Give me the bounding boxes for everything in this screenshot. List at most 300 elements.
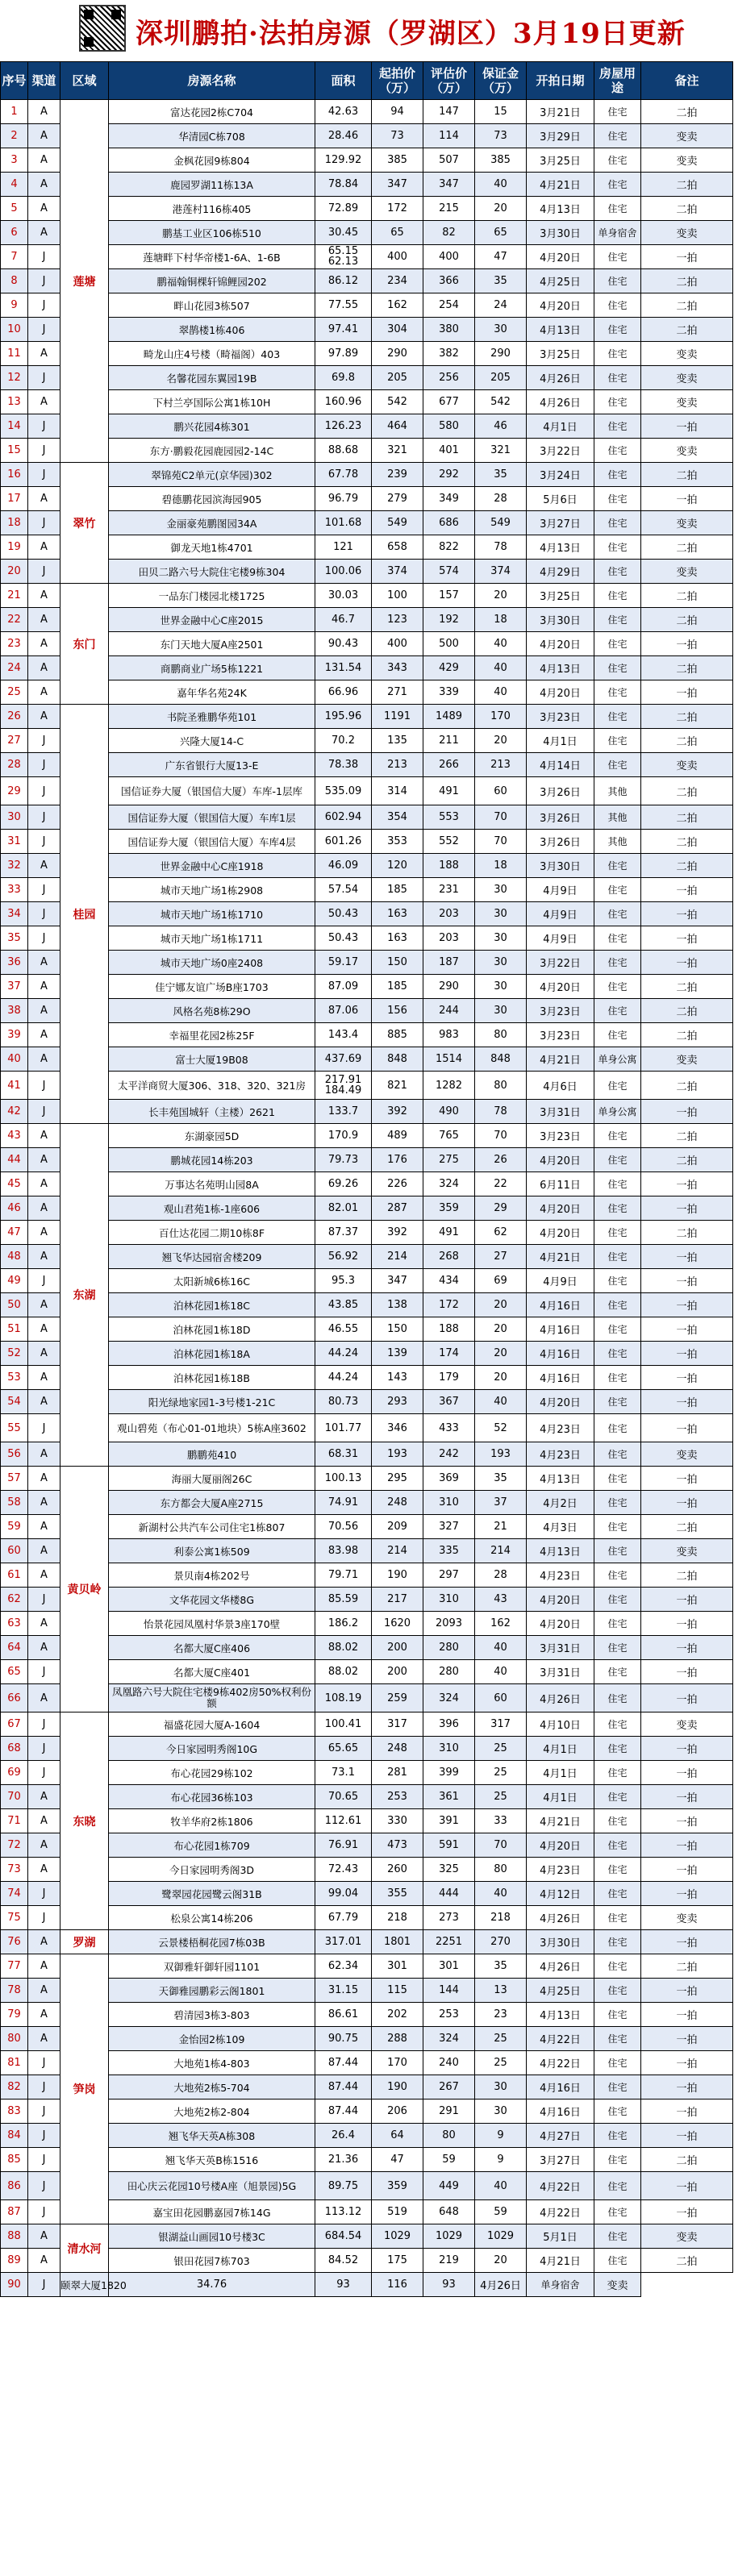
table-row: [1, 1636, 733, 1660]
row-use: 住宅: [594, 632, 641, 656]
row-note: 一拍: [641, 1588, 733, 1612]
row-channel: A: [28, 1636, 60, 1660]
row-start-price: 120: [372, 854, 423, 878]
row-area: 67.78: [315, 463, 372, 487]
row-name: 翘飞华天英A栋308: [109, 2124, 315, 2148]
row-note: 二拍: [641, 999, 733, 1023]
table-row: [1, 318, 733, 342]
header-date: 开拍日期: [527, 62, 594, 100]
row-use: 住宅: [594, 414, 641, 439]
row-name: 名都大厦C座406: [109, 1636, 315, 1660]
row-deposit: 321: [475, 439, 527, 463]
table-header: [1, 62, 733, 100]
row-name: 城市天地广场1栋1710: [109, 902, 315, 926]
row-start-price: 489: [372, 1124, 423, 1148]
row-seq: 21: [1, 584, 28, 608]
row-date: 3月22日: [527, 439, 594, 463]
row-use: 住宅: [594, 269, 641, 293]
row-area: 66.96: [315, 680, 372, 705]
row-note: 一拍: [641, 1737, 733, 1761]
row-channel: A: [28, 584, 60, 608]
row-use: 住宅: [594, 390, 641, 414]
row-deposit: 29: [475, 1196, 527, 1221]
row-date: 4月1日: [527, 414, 594, 439]
row-seq: 6: [1, 221, 28, 245]
row-start-price: 123: [372, 608, 423, 632]
row-use: 住宅: [594, 2148, 641, 2172]
row-deposit: 549: [475, 511, 527, 535]
row-eval-price: 491: [423, 1221, 475, 1245]
table-row: [1, 1684, 733, 1712]
row-date: 4月20日: [527, 1196, 594, 1221]
row-eval-price: 507: [423, 148, 475, 173]
row-date: 4月13日: [527, 318, 594, 342]
row-deposit: 70: [475, 805, 527, 830]
row-seq: 58: [1, 1491, 28, 1515]
row-eval-price: 444: [423, 1882, 475, 1906]
row-start-price: 260: [372, 1858, 423, 1882]
row-name: 城市天地广场1栋1711: [109, 926, 315, 951]
row-deposit: 93: [423, 2273, 475, 2297]
row-use: 住宅: [594, 705, 641, 729]
table-row: [1, 2273, 733, 2297]
row-eval-price: 203: [423, 926, 475, 951]
row-note: 二拍: [641, 1148, 733, 1172]
row-date: 4月21日: [527, 1245, 594, 1269]
row-start-price: 93: [315, 2273, 372, 2297]
row-name: 商鹏商业广场5栋1221: [109, 656, 315, 680]
row-area: 143.4: [315, 1023, 372, 1047]
row-name: 泊林花园1栋18C: [109, 1293, 315, 1317]
row-use: 住宅: [594, 463, 641, 487]
row-note: 一拍: [641, 1100, 733, 1124]
row-channel: A: [28, 951, 60, 975]
row-use: 住宅: [594, 1979, 641, 2003]
row-area: 601.26: [315, 830, 372, 854]
row-note: 一拍: [641, 487, 733, 511]
region-cell: 清水河: [60, 2224, 109, 2273]
row-deposit: 21: [475, 1515, 527, 1539]
row-channel: A: [28, 1515, 60, 1539]
row-eval-price: 983: [423, 1023, 475, 1047]
row-note: 二拍: [641, 535, 733, 560]
row-area: 30.03: [315, 584, 372, 608]
row-eval-price: 240: [423, 2051, 475, 2075]
row-eval-price: 114: [423, 124, 475, 148]
row-deposit: 162: [475, 1612, 527, 1636]
row-channel: A: [28, 1172, 60, 1196]
row-use: 住宅: [594, 342, 641, 366]
row-channel: A: [28, 1148, 60, 1172]
table-row: [1, 221, 733, 245]
row-note: 二拍: [641, 608, 733, 632]
row-date: 4月20日: [527, 1833, 594, 1858]
row-seq: 70: [1, 1785, 28, 1809]
row-name: 今日家园明秀阁10G: [109, 1737, 315, 1761]
row-area: 79.73: [315, 1148, 372, 1172]
row-channel: A: [28, 1221, 60, 1245]
row-seq: 37: [1, 975, 28, 999]
row-name: 华清园C栋708: [109, 124, 315, 148]
row-start-price: 279: [372, 487, 423, 511]
row-deposit: 1029: [475, 2224, 527, 2249]
row-area: 88.02: [315, 1636, 372, 1660]
row-channel: A: [28, 1366, 60, 1390]
row-start-price: 175: [372, 2249, 423, 2273]
row-eval-price: 490: [423, 1100, 475, 1124]
row-start-price: 214: [372, 1245, 423, 1269]
row-date: 4月26日: [527, 366, 594, 390]
row-deposit: 25: [475, 1785, 527, 1809]
row-date: 4月21日: [527, 173, 594, 197]
row-name: 大地苑2栋2-804: [109, 2100, 315, 2124]
row-seq: 87: [1, 2200, 28, 2224]
row-date: 4月21日: [527, 1047, 594, 1072]
row-area: 76.91: [315, 1833, 372, 1858]
row-use: 住宅: [594, 926, 641, 951]
row-deposit: 25: [475, 2051, 527, 2075]
row-area: 21.36: [315, 2148, 372, 2172]
row-date: 3月26日: [527, 830, 594, 854]
row-channel: A: [28, 1293, 60, 1317]
row-seq: 62: [1, 1588, 28, 1612]
row-start-price: 1191: [372, 705, 423, 729]
table-row: [1, 729, 733, 753]
row-start-price: 170: [372, 2051, 423, 2075]
row-date: 3月30日: [527, 221, 594, 245]
row-seq: 24: [1, 656, 28, 680]
row-channel: J: [28, 511, 60, 535]
row-area: 50.43: [315, 926, 372, 951]
row-eval-price: 765: [423, 1124, 475, 1148]
row-note: 一拍: [641, 878, 733, 902]
row-use: 住宅: [594, 999, 641, 1023]
row-area: 108.19: [315, 1684, 372, 1712]
table-row: [1, 342, 733, 366]
row-area: 44.24: [315, 1342, 372, 1366]
row-note: 变卖: [641, 342, 733, 366]
row-start-price: 190: [372, 1563, 423, 1588]
table-row: [1, 1047, 733, 1072]
row-eval-price: 188: [423, 1317, 475, 1342]
row-deposit: 40: [475, 1636, 527, 1660]
row-deposit: 26: [475, 1148, 527, 1172]
row-note: 一拍: [641, 1245, 733, 1269]
row-seq: 11: [1, 342, 28, 366]
table-row: [1, 1954, 733, 1979]
row-name: 幸福里花园2栋25F: [109, 1023, 315, 1047]
table-row: [1, 951, 733, 975]
row-note: 一拍: [641, 1467, 733, 1491]
row-use: 住宅: [594, 680, 641, 705]
row-channel: A: [28, 1124, 60, 1148]
table-row: [1, 1100, 733, 1124]
row-channel: J: [28, 830, 60, 854]
row-channel: J: [28, 1712, 60, 1737]
row-note: 二拍: [641, 318, 733, 342]
row-channel: J: [28, 1737, 60, 1761]
row-deposit: 23: [475, 2003, 527, 2027]
table-row: [1, 999, 733, 1023]
table-row: [1, 1882, 733, 1906]
row-start-price: 821: [372, 1072, 423, 1100]
row-start-price: 400: [372, 632, 423, 656]
row-deposit: 25: [475, 1761, 527, 1785]
row-deposit: 20: [475, 729, 527, 753]
region-cell: 东晓: [60, 1712, 109, 1930]
row-name: 万事达名苑明山园8A: [109, 1172, 315, 1196]
row-use: 住宅: [594, 1712, 641, 1737]
row-channel: J: [28, 2100, 60, 2124]
row-date: 5月1日: [527, 2224, 594, 2249]
row-seq: 55: [1, 1414, 28, 1442]
row-use: 住宅: [594, 1785, 641, 1809]
table-row: [1, 1366, 733, 1390]
row-eval-price: 301: [423, 1954, 475, 1979]
row-seq: 57: [1, 1467, 28, 1491]
row-eval-price: 273: [423, 1906, 475, 1930]
header-name: 房源名称: [109, 62, 315, 100]
row-area: 87.44: [315, 2100, 372, 2124]
row-start-price: 301: [372, 1954, 423, 1979]
row-name: 国信证券大厦（银国信大厦）车库1层: [109, 805, 315, 830]
row-name: 兴隆大厦14-C: [109, 729, 315, 753]
row-use: 住宅: [594, 1636, 641, 1660]
row-area: 46.7: [315, 608, 372, 632]
row-eval-price: 396: [423, 1712, 475, 1737]
row-channel: A: [28, 1612, 60, 1636]
row-deposit: 9: [475, 2124, 527, 2148]
row-date: 4月22日: [527, 2200, 594, 2224]
row-channel: A: [28, 1684, 60, 1712]
row-area: 65.65: [315, 1737, 372, 1761]
row-note: 变卖: [641, 1442, 733, 1467]
row-name: 金枫花园9栋804: [109, 148, 315, 173]
row-start-price: 94: [372, 100, 423, 124]
header-start-price: 起拍价（万）: [372, 62, 423, 100]
row-start-price: 193: [372, 1442, 423, 1467]
row-eval-price: 324: [423, 1172, 475, 1196]
row-use: 住宅: [594, 1293, 641, 1317]
table-row: [1, 1148, 733, 1172]
row-note: 一拍: [641, 2051, 733, 2075]
row-name: 布心花园36栋103: [109, 1785, 315, 1809]
row-area: 88.68: [315, 439, 372, 463]
row-date: 4月16日: [527, 1366, 594, 1390]
row-name: 云景楼梧桐花园7栋03B: [109, 1930, 315, 1954]
table-row: [1, 1442, 733, 1467]
row-note: 一拍: [641, 2100, 733, 2124]
row-start-price: 64: [372, 2124, 423, 2148]
row-eval-price: 677: [423, 390, 475, 414]
row-note: 变卖: [641, 1906, 733, 1930]
row-seq: 43: [1, 1124, 28, 1148]
row-seq: 32: [1, 854, 28, 878]
row-name: 书院圣雅鹏华苑101: [109, 705, 315, 729]
row-start-price: 176: [372, 1148, 423, 1172]
row-note: 一拍: [641, 1172, 733, 1196]
row-name: 鹏福翰铜棵轩锦鲤园202: [109, 269, 315, 293]
row-start-price: 317: [372, 1712, 423, 1737]
row-deposit: 213: [475, 753, 527, 777]
row-eval-price: 553: [423, 805, 475, 830]
row-seq: 12: [1, 366, 28, 390]
table-row: [1, 1737, 733, 1761]
row-date: 6月11日: [527, 1172, 594, 1196]
row-channel: A: [28, 1317, 60, 1342]
row-date: 4月23日: [527, 1858, 594, 1882]
row-start-price: 321: [372, 439, 423, 463]
row-seq: 78: [1, 1979, 28, 2003]
row-use: 住宅: [594, 2100, 641, 2124]
row-date: 3月31日: [527, 1100, 594, 1124]
row-deposit: 73: [475, 124, 527, 148]
row-eval-price: 686: [423, 511, 475, 535]
row-start-price: 549: [372, 511, 423, 535]
row-eval-price: 82: [423, 221, 475, 245]
row-channel: A: [28, 1047, 60, 1072]
row-channel: J: [28, 463, 60, 487]
row-eval-price: 292: [423, 463, 475, 487]
row-channel: A: [28, 221, 60, 245]
row-use: 住宅: [594, 878, 641, 902]
row-start-price: 200: [372, 1660, 423, 1684]
row-date: 4月1日: [527, 1785, 594, 1809]
row-seq: 65: [1, 1660, 28, 1684]
row-deposit: 40: [475, 656, 527, 680]
row-start-price: 135: [372, 729, 423, 753]
table-row: [1, 2003, 733, 2027]
row-note: 变卖: [594, 2273, 641, 2297]
row-date: 4月25日: [527, 269, 594, 293]
row-date: 3月24日: [527, 463, 594, 487]
row-note: 一拍: [641, 1785, 733, 1809]
row-channel: A: [28, 100, 60, 124]
row-seq: 46: [1, 1196, 28, 1221]
row-use: 住宅: [594, 2027, 641, 2051]
row-use: 住宅: [594, 1342, 641, 1366]
row-channel: A: [28, 632, 60, 656]
row-deposit: 47: [475, 245, 527, 269]
table-row: [1, 2249, 733, 2273]
row-date: 4月13日: [527, 535, 594, 560]
row-area: 79.71: [315, 1563, 372, 1588]
row-seq: 51: [1, 1317, 28, 1342]
row-note: 二拍: [641, 463, 733, 487]
row-note: 二拍: [641, 705, 733, 729]
row-channel: A: [28, 124, 60, 148]
row-channel: A: [28, 487, 60, 511]
row-channel: J: [28, 1882, 60, 1906]
region-cell: 东门: [60, 584, 109, 705]
row-deposit: 22: [475, 1172, 527, 1196]
row-date: 3月31日: [527, 1636, 594, 1660]
row-area: 34.76: [109, 2273, 315, 2297]
row-note: 一拍: [641, 2027, 733, 2051]
row-start-price: 353: [372, 830, 423, 854]
row-date: 3月30日: [527, 1930, 594, 1954]
region-cell: 笋岗: [60, 1954, 109, 2224]
row-use: 单身公寓: [594, 1047, 641, 1072]
row-name: 碧德鹏花园滨海园905: [109, 487, 315, 511]
row-channel: A: [28, 2249, 60, 2273]
row-deposit: 80: [475, 1072, 527, 1100]
row-seq: 34: [1, 902, 28, 926]
row-seq: 69: [1, 1761, 28, 1785]
table-row: [1, 1858, 733, 1882]
row-use: 住宅: [594, 1906, 641, 1930]
table-row: [1, 2075, 733, 2100]
row-area: 535.09: [315, 777, 372, 805]
row-note: 变卖: [641, 439, 733, 463]
table-row: [1, 1245, 733, 1269]
row-deposit: 30: [475, 902, 527, 926]
row-seq: 26: [1, 705, 28, 729]
row-note: 二拍: [641, 1124, 733, 1148]
row-area: 57.54: [315, 878, 372, 902]
row-area: 70.65: [315, 1785, 372, 1809]
row-start-price: 226: [372, 1172, 423, 1196]
row-seq: 10: [1, 318, 28, 342]
row-date: 4月16日: [527, 1317, 594, 1342]
row-channel: A: [28, 1563, 60, 1588]
row-seq: 67: [1, 1712, 28, 1737]
row-date: 4月20日: [527, 632, 594, 656]
row-note: 二拍: [641, 854, 733, 878]
row-start-price: 150: [372, 1317, 423, 1342]
row-start-price: 1620: [372, 1612, 423, 1636]
row-channel: J: [28, 2051, 60, 2075]
row-start-price: 162: [372, 293, 423, 318]
row-eval-price: 1029: [423, 2224, 475, 2249]
row-seq: 64: [1, 1636, 28, 1660]
row-seq: 42: [1, 1100, 28, 1124]
row-use: 住宅: [594, 1737, 641, 1761]
row-eval-price: 280: [423, 1660, 475, 1684]
row-deposit: 214: [475, 1539, 527, 1563]
row-use: 住宅: [594, 656, 641, 680]
row-use: 住宅: [594, 511, 641, 535]
row-start-price: 190: [372, 2075, 423, 2100]
row-channel: J: [28, 2273, 60, 2297]
row-channel: A: [28, 1539, 60, 1563]
row-channel: A: [28, 1023, 60, 1047]
row-date: 4月22日: [527, 2172, 594, 2200]
row-start-price: 281: [372, 1761, 423, 1785]
row-date: 4月20日: [527, 1588, 594, 1612]
row-use: 住宅: [594, 197, 641, 221]
row-area: 89.75: [315, 2172, 372, 2200]
row-channel: J: [28, 1072, 60, 1100]
row-deposit: 35: [475, 463, 527, 487]
row-note: 一拍: [641, 1269, 733, 1293]
row-use: 住宅: [594, 1858, 641, 1882]
row-name: 阳光绿地家园1-3号楼1-21C: [109, 1390, 315, 1414]
row-area: 100.06: [315, 560, 372, 584]
row-date: 4月21日: [527, 1809, 594, 1833]
row-eval-price: 327: [423, 1515, 475, 1539]
row-date: 4月20日: [527, 245, 594, 269]
row-date: 4月16日: [527, 1342, 594, 1366]
row-note: 变卖: [641, 2224, 733, 2249]
row-date: 3月23日: [527, 705, 594, 729]
row-use: 住宅: [594, 854, 641, 878]
row-deposit: 30: [475, 999, 527, 1023]
row-deposit: 25: [475, 2027, 527, 2051]
row-eval-price: 347: [423, 173, 475, 197]
row-eval-price: 310: [423, 1491, 475, 1515]
row-deposit: 9: [475, 2148, 527, 2172]
